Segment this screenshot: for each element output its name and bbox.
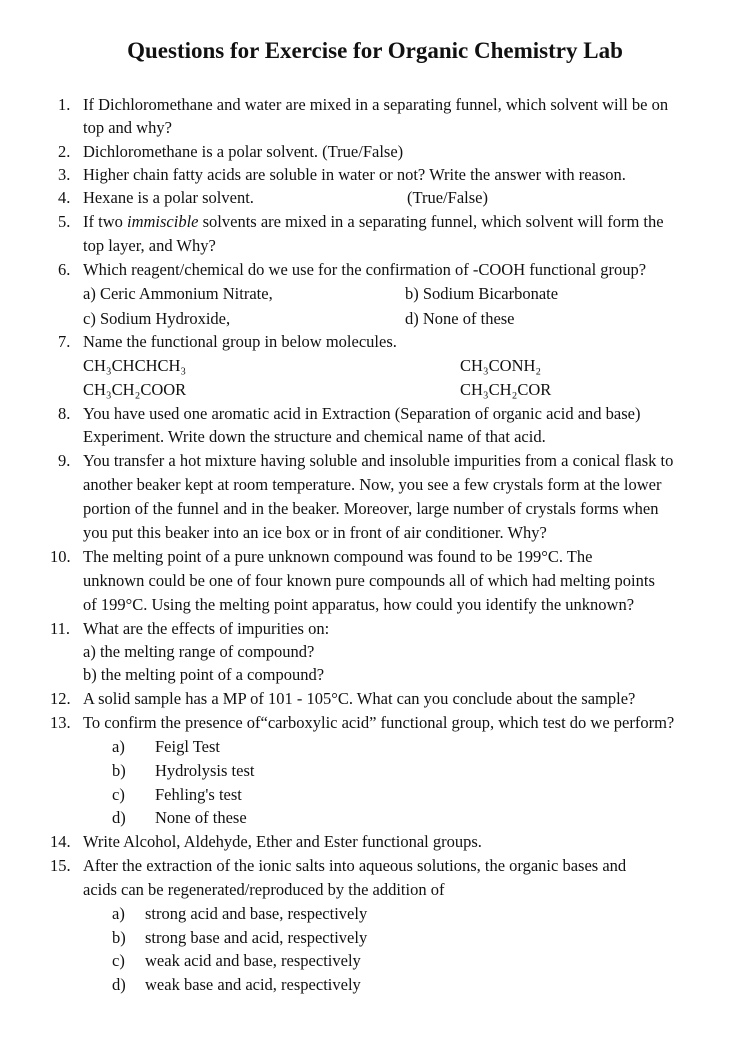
- emphasis-text: immiscible: [127, 212, 199, 231]
- question-text: Write Alcohol, Aldehyde, Ether and Ester functional groups.: [83, 832, 482, 851]
- question-number: 9.: [58, 451, 71, 470]
- question-number: 4.: [58, 188, 71, 207]
- question-text: top layer, and Why?: [83, 236, 216, 255]
- option-d: d) None of these: [405, 309, 515, 328]
- option-text: strong base and acid, respectively: [145, 928, 368, 947]
- option-b: b) Sodium Bicarbonate: [405, 284, 559, 303]
- question-number: 6.: [58, 260, 71, 279]
- option-key: b): [112, 928, 126, 947]
- option-c: c) Sodium Hydroxide,: [83, 309, 231, 328]
- molecule: CH₃CHCHCH₃: [83, 356, 187, 375]
- question-number: 10.: [50, 547, 71, 566]
- question-number: 3.: [58, 165, 71, 184]
- question-number: 1.: [58, 95, 71, 114]
- question-number: 11.: [50, 619, 71, 638]
- option-text: strong acid and base, respectively: [145, 904, 368, 923]
- question-text: portion of the funnel and in the beaker. Moreover, large number of crystals forms when: [83, 499, 659, 518]
- question-text: To confirm the presence of“carboxylic acid” functional group, which test do we perform?: [83, 713, 675, 732]
- molecule: CH₃CONH₂: [460, 356, 542, 375]
- question-text: If Dichloromethane and water are mixed in a separating funnel, which solvent will be on: [83, 95, 669, 114]
- question-text: Higher chain fatty acids are soluble in water or not? Write the answer with reason.: [83, 165, 626, 184]
- text-segment: If two: [83, 212, 127, 231]
- question-text: of 199°C. Using the melting point apparatus, how could you identify the unknown?: [83, 595, 635, 614]
- option-key: d): [112, 975, 126, 994]
- question-number: 7.: [58, 332, 71, 351]
- question-text: Name the functional group in below molecules.: [83, 332, 397, 351]
- question-text: Dichloromethane is a polar solvent. (True/False): [83, 142, 404, 161]
- text-segment: solvents are mixed in a separating funnel, which solvent will form the: [198, 212, 664, 231]
- question-number: 2.: [58, 142, 71, 161]
- option-b: b) the melting point of a compound?: [83, 665, 325, 684]
- option-text: Hydrolysis test: [155, 761, 255, 780]
- question-number: 14.: [50, 832, 71, 851]
- question-text: Which reagent/chemical do we use for the confirmation of -COOH functional group?: [83, 260, 647, 279]
- true-false-label: (True/False): [407, 188, 488, 207]
- question-text: Experiment. Write down the structure and chemical name of that acid.: [83, 427, 546, 446]
- question-text: [83, 212, 664, 232]
- question-text: you put this beaker into an ice box or in front of air conditioner. Why?: [83, 523, 547, 542]
- question-text: Hexane is a polar solvent.: [83, 188, 254, 207]
- option-key: b): [112, 761, 126, 780]
- option-text: weak acid and base, respectively: [145, 951, 361, 970]
- question-text: What are the effects of impurities on:: [83, 619, 330, 638]
- option-key: c): [112, 785, 125, 804]
- option-key: a): [112, 904, 125, 923]
- molecule: CH₃CH₂COR: [460, 380, 552, 399]
- option-key: d): [112, 808, 126, 827]
- question-text: You have used one aromatic acid in Extraction (Separation of organic acid and base): [83, 404, 641, 423]
- option-text: Feigl Test: [155, 737, 221, 756]
- page-title: Questions for Exercise for Organic Chemistry Lab: [127, 38, 623, 63]
- option-key: a): [112, 737, 125, 756]
- question-text: A solid sample has a MP of 101 - 105°C. What can you conclude about the sample?: [83, 689, 636, 708]
- option-key: c): [112, 951, 125, 970]
- question-number: 13.: [50, 713, 71, 732]
- option-text: weak base and acid, respectively: [145, 975, 361, 994]
- option-text: None of these: [155, 808, 247, 827]
- question-text: You transfer a hot mixture having soluble and insoluble impurities from a conical flask to: [83, 451, 674, 470]
- molecule: CH₃CH₂COOR: [83, 380, 187, 399]
- option-text: Fehling's test: [155, 785, 242, 804]
- question-number: 5.: [58, 212, 71, 231]
- question-number: 8.: [58, 404, 71, 423]
- option-a: a) Ceric Ammonium Nitrate,: [83, 284, 273, 303]
- question-text: acids can be regenerated/reproduced by the addition of: [83, 880, 445, 899]
- question-text: another beaker kept at room temperature. Now, you see a few crystals form at the lower: [83, 475, 662, 494]
- question-text: unknown could be one of four known pure compounds all of which had melting points: [83, 571, 655, 590]
- question-text: The melting point of a pure unknown compound was found to be 199°C. The: [83, 547, 593, 566]
- question-text: After the extraction of the ionic salts into aqueous solutions, the organic bases and: [83, 856, 627, 875]
- option-a: a) the melting range of compound?: [83, 642, 315, 661]
- question-number: 15.: [50, 856, 71, 875]
- question-text: top and why?: [83, 118, 172, 137]
- question-number: 12.: [50, 689, 71, 708]
